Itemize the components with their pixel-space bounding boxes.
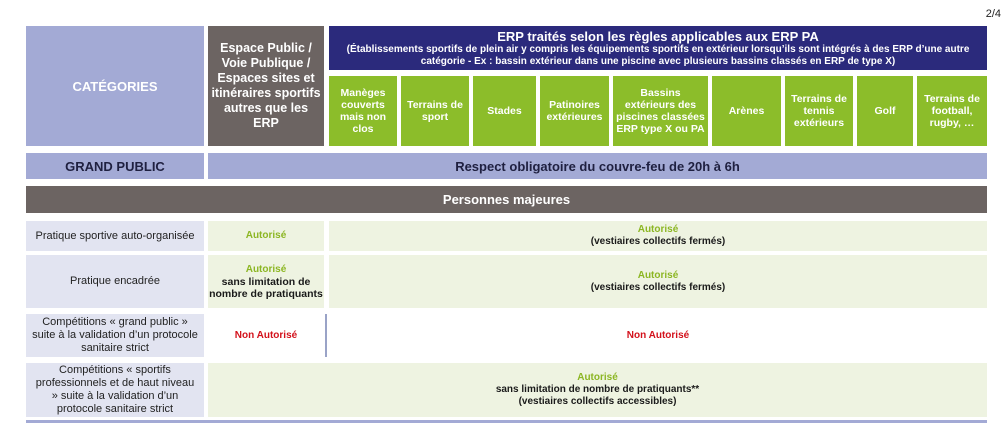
status-note: (vestiaires collectifs fermés) [590, 281, 726, 293]
public-status-cell [208, 221, 324, 251]
erp-subtitle: (Établissements sportifs de plein air y compris les équipements sportifs en extérieur lorsqu’ils sont intégrés à des ERP d’une autre catégorie - Ex : bassin extérieur dans une piscine avec plusieurs bassins classés en ERP de type X) [346, 43, 970, 67]
table-bottom-border [26, 420, 987, 423]
row-label: Compétitions « sportifs professionnels et de haut niveau » suite à la validation d’un protocole sanitaire strict [26, 363, 204, 417]
row-label: Pratique encadrée [26, 255, 204, 308]
column-header: Terrains de sport [401, 76, 469, 146]
espace-public-header: Espace Public / Voie Publique / Espaces sites et itinéraires sportifs autres que les ERP [208, 26, 324, 146]
erp-header [329, 26, 987, 70]
column-header: Patinoires extérieures [540, 76, 609, 146]
status-text: Autorisé [245, 230, 287, 241]
categories-header: CATÉGORIES [26, 26, 204, 146]
all-status-cell [208, 363, 987, 417]
public-status-cell [208, 314, 324, 357]
grand-public-label: GRAND PUBLIC [26, 153, 204, 179]
column-header: Arènes [712, 76, 781, 146]
status-note: sans limitation de nombre de pratiquants** [495, 384, 700, 395]
erp-status-cell [329, 314, 987, 357]
column-header: Manèges couverts mais non clos [329, 76, 397, 146]
status-note: (vestiaires collectifs accessibles) [518, 396, 677, 407]
public-status-cell [208, 255, 324, 308]
column-header: Terrains de football, rugby, … [917, 76, 987, 146]
status-text: Non Autorisé [234, 329, 298, 341]
column-header: Bassins extérieurs des piscines classées ERP type X ou PA [613, 76, 708, 146]
status-note: sans limitation de nombre de pratiquants [209, 275, 323, 300]
row-label: Compétitions « grand public » suite à la validation d’un protocole sanitaire strict [26, 314, 204, 357]
column-header: Terrains de tennis extérieurs [785, 76, 853, 146]
status-text: Non Autorisé [626, 329, 690, 341]
page-number: 2/4 [985, 8, 1001, 20]
row-label: Pratique sportive auto-organisée [26, 221, 204, 251]
status-text: Autorisé [245, 263, 287, 275]
personnes-majeures-banner: Personnes majeures [26, 186, 987, 213]
column-header: Stades [473, 76, 536, 146]
status-text: Autorisé [637, 224, 679, 235]
erp-status-cell [329, 255, 987, 308]
status-note: (vestiaires collectifs fermés) [590, 236, 726, 247]
curfew-banner: Respect obligatoire du couvre-feu de 20h à 6h [208, 153, 987, 179]
status-text: Autorisé [637, 269, 679, 281]
column-header: Golf [857, 76, 913, 146]
erp-status-cell [329, 221, 987, 251]
erp-title: ERP traités selon les règles applicables aux ERP PA [497, 28, 819, 44]
divider [325, 314, 327, 357]
status-text: Autorisé [577, 372, 618, 383]
